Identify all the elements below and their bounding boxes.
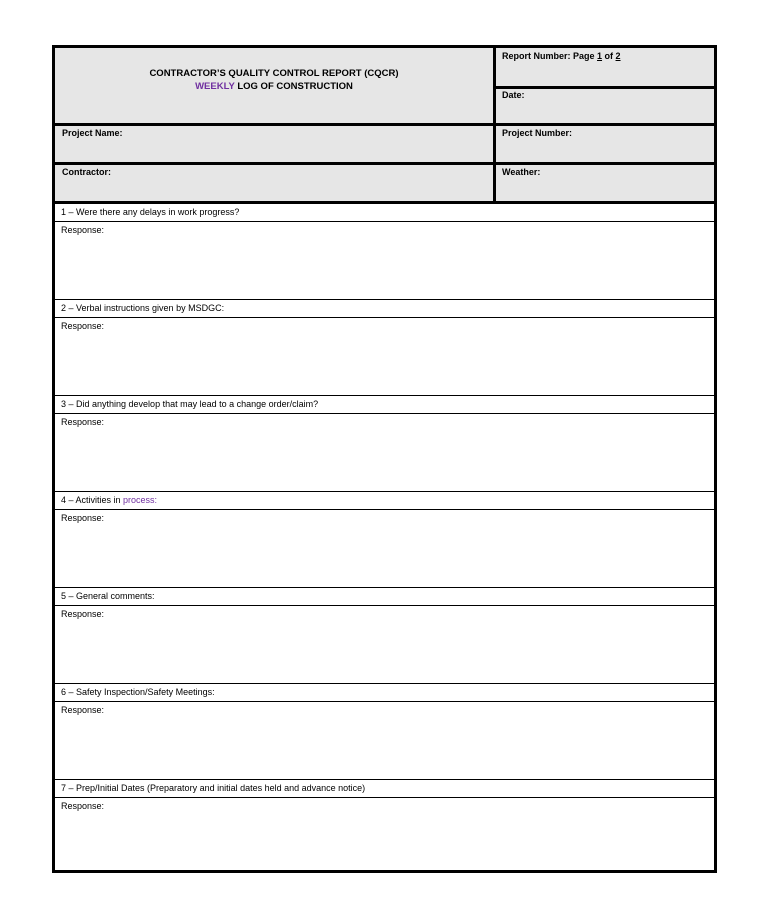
question-7	[55, 780, 714, 798]
date-field[interactable]: Date:	[502, 90, 525, 100]
header-column-divider	[493, 48, 496, 204]
report-number-field[interactable]	[502, 51, 621, 61]
question-6	[55, 684, 714, 702]
weather-field[interactable]: Weather:	[502, 167, 541, 177]
response-area-5[interactable]	[55, 606, 714, 684]
question-4	[55, 492, 714, 510]
response-label: Response:	[61, 609, 105, 619]
page-total: 2	[615, 51, 621, 61]
question-1	[55, 204, 714, 222]
project-name-field[interactable]: Project Name:	[62, 128, 123, 138]
question-text: 5 – General comments:	[61, 591, 155, 601]
qc-report-form	[52, 45, 717, 873]
question-text: 2 – Verbal instructions given by MSDGC:	[61, 303, 225, 313]
question-5	[55, 588, 714, 606]
page-current: 1	[597, 51, 603, 61]
question-3	[55, 396, 714, 414]
question-text-accent: process:	[123, 495, 158, 505]
question-text: 6 – Safety Inspection/Safety Meetings:	[61, 687, 215, 697]
response-label: Response:	[61, 801, 105, 811]
response-area-2[interactable]	[55, 318, 714, 396]
response-label: Response:	[61, 225, 105, 235]
header-row-contractor	[55, 165, 714, 204]
question-text: 4 – Activities in	[61, 495, 124, 505]
response-label: Response:	[61, 705, 105, 715]
page-of: of	[602, 51, 616, 61]
response-area-1[interactable]	[55, 222, 714, 300]
response-area-7[interactable]	[55, 798, 714, 870]
contractor-field[interactable]: Contractor:	[62, 167, 111, 177]
response-label: Response:	[61, 417, 105, 427]
form-subtitle-accent: WEEKLY	[195, 80, 235, 92]
question-text: 3 – Did anything develop that may lead to a change order/claim?	[61, 399, 319, 409]
response-area-3[interactable]	[55, 414, 714, 492]
project-number-field[interactable]: Project Number:	[502, 128, 573, 138]
form-title-block	[55, 68, 493, 93]
question-text: 1 – Were there any delays in work progress?	[61, 207, 240, 217]
form-subtitle	[55, 81, 493, 94]
question-text: 7 – Prep/Initial Dates (Preparatory and initial dates held and advance notice)	[61, 783, 366, 793]
form-subtitle-rest: LOG OF CONSTRUCTION	[234, 80, 353, 92]
question-2	[55, 300, 714, 318]
header-row-project	[55, 126, 714, 165]
response-area-6[interactable]	[55, 702, 714, 780]
response-label: Response:	[61, 321, 105, 331]
report-number-label: Report Number: Page	[502, 51, 598, 61]
response-label: Response:	[61, 513, 105, 523]
response-area-4[interactable]	[55, 510, 714, 588]
form-title: CONTRACTOR’S QUALITY CONTROL REPORT (CQCR)	[149, 68, 399, 79]
report-date-divider	[496, 86, 714, 89]
